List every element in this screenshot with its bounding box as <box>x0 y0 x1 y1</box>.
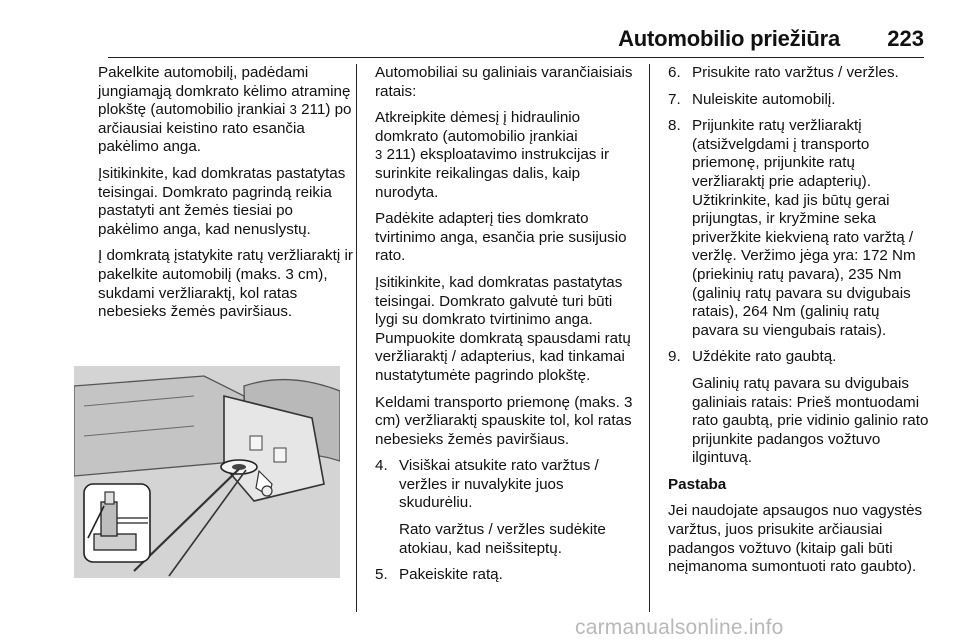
chapter-title: Automobilio priežiūra <box>618 26 840 51</box>
step-number: 7. <box>668 90 681 108</box>
step-6 <box>668 64 930 83</box>
page-reference-icon: 3 <box>289 102 297 118</box>
page-reference-number: 211 <box>301 101 326 119</box>
column-divider-left <box>356 64 357 612</box>
paragraph-check-jack-head: Įsitikinkite, kad domkratas pastatytas teisingai. Domkrato galvutė turi būti lygi su domkrato tvirtinimo anga. Pumpuokite domkratą spausdami ratų veržliaraktį / adapterius, kad tinkamai nustatytumėte pagrindo plokštę. <box>375 273 631 384</box>
step-5-text: Pakeiskite ratą. <box>399 566 503 584</box>
paragraph-raise-3cm: Keldami transporto priemonę (maks. 3 cm) veržliaraktį spauskite tol, kol ratas nebesieks žemės paviršiaus. <box>375 393 633 448</box>
column-middle <box>375 64 637 593</box>
note-text: Jei naudojate apsaugos nuo vagystės varžtus, juos prisukite arčiausiai padangos vožtuvo (kitaip gali būti neįmanoma sumontuoti rato gaubto). <box>668 502 923 576</box>
step-8-text: Prijunkite ratų veržliaraktį (atsižvelgdami į transporto priemonę, prijunkite ratų veržliaraktį prie adapterių). Užtikrinkite, kad jis būtų gerai prijungtas, ir kryžmine seka priveržkite kiekvieną rato varžtą / veržlę. Veržimo jėga yra: 172 Nm (priekinių ratų pavara), 235 Nm (galinių ratų pavara su dvigubais ratais), 264 Nm (galinių ratų pavara su viengubais ratais). <box>692 117 916 339</box>
step-number: 8. <box>668 117 681 135</box>
page-reference-icon: 3 <box>375 147 383 163</box>
step-9 <box>668 348 930 468</box>
paragraph-raise-vehicle <box>98 64 356 157</box>
step-8 <box>668 117 930 340</box>
page-header <box>36 26 924 56</box>
step-5 <box>375 566 637 585</box>
step-4 <box>375 457 637 558</box>
note-title: Pastaba <box>668 475 727 493</box>
page-number: 223 <box>887 26 924 51</box>
step-4-text: Visiškai atsukite rato varžtus / veržles ir nuvalykite juos skudurėliu. <box>399 457 599 512</box>
paragraph-hydraulic-jack <box>375 109 637 202</box>
page-reference-number: 211 <box>386 146 411 164</box>
paragraph-check-jack: Įsitikinkite, kad domkratas pastatytas teisingai. Domkrato pagrindą reikia pastatyti ant žemės tiesiai po pakėlimo anga, kad nenuslystų. <box>98 164 346 238</box>
column-divider-right <box>649 64 650 612</box>
step-9-text: Uždėkite rato gaubtą. <box>692 348 837 366</box>
step-number: 4. <box>375 457 388 475</box>
step-4-text-2: Rato varžtus / veržles sudėkite atokiau, kad neišsiteptų. <box>399 521 606 557</box>
column-left <box>98 64 356 330</box>
column-right <box>668 64 930 585</box>
jack-illustration <box>74 366 340 578</box>
paragraph-place-adapter: Padėkite adapterį ties domkrato tvirtinimo anga, esančia prie susijusio rato. <box>375 210 627 265</box>
watermark: carmanualsonline.info <box>575 616 784 639</box>
step-number: 6. <box>668 64 681 81</box>
step-7 <box>668 91 930 110</box>
paragraph-insert-wrench: Į domkratą įstatykite ratų veržliaraktį ir pakelkite automobilį (maks. 3 cm), sukdami veržliaraktį, kol ratas nebesieks žemės paviršiaus. <box>98 247 353 321</box>
step-6-text: Prisukite rato varžtus / veržles. <box>692 64 899 81</box>
header-rule <box>108 57 924 58</box>
jack-drawing <box>74 366 340 578</box>
steps-list-middle <box>375 457 637 585</box>
steps-list-right <box>668 64 930 468</box>
text-segment: Pakelkite automobilį, padėdami jungiamąją domkrato kėlimo atraminę plokštę (automobilio įrankiai <box>98 64 351 119</box>
text-segment: ) eksploatavimo instrukcijas ir surinkite reikalingas dalis, kaip nurodyta. <box>375 146 610 201</box>
paragraph-rwd-heading: Automobiliai su galiniais varančiaisiais ratais: <box>375 64 633 100</box>
step-9-text-2: Galinių ratų pavara su dvigubais galiniais ratais: Prieš montuodami rato gaubtą, prie vidinio galinio rato prijunkite padangos vožtuvo ilgintuvą. <box>692 374 929 467</box>
step-number: 5. <box>375 566 388 584</box>
text-segment: Atkreipkite dėmesį į hidraulinio domkrato (automobilio įrankiai <box>375 109 581 145</box>
step-number: 9. <box>668 348 681 366</box>
step-7-text: Nuleiskite automobilį. <box>692 90 836 108</box>
text-segment: ) po arčiausiai keistino rato esančia pakėlimo anga. <box>98 101 352 156</box>
